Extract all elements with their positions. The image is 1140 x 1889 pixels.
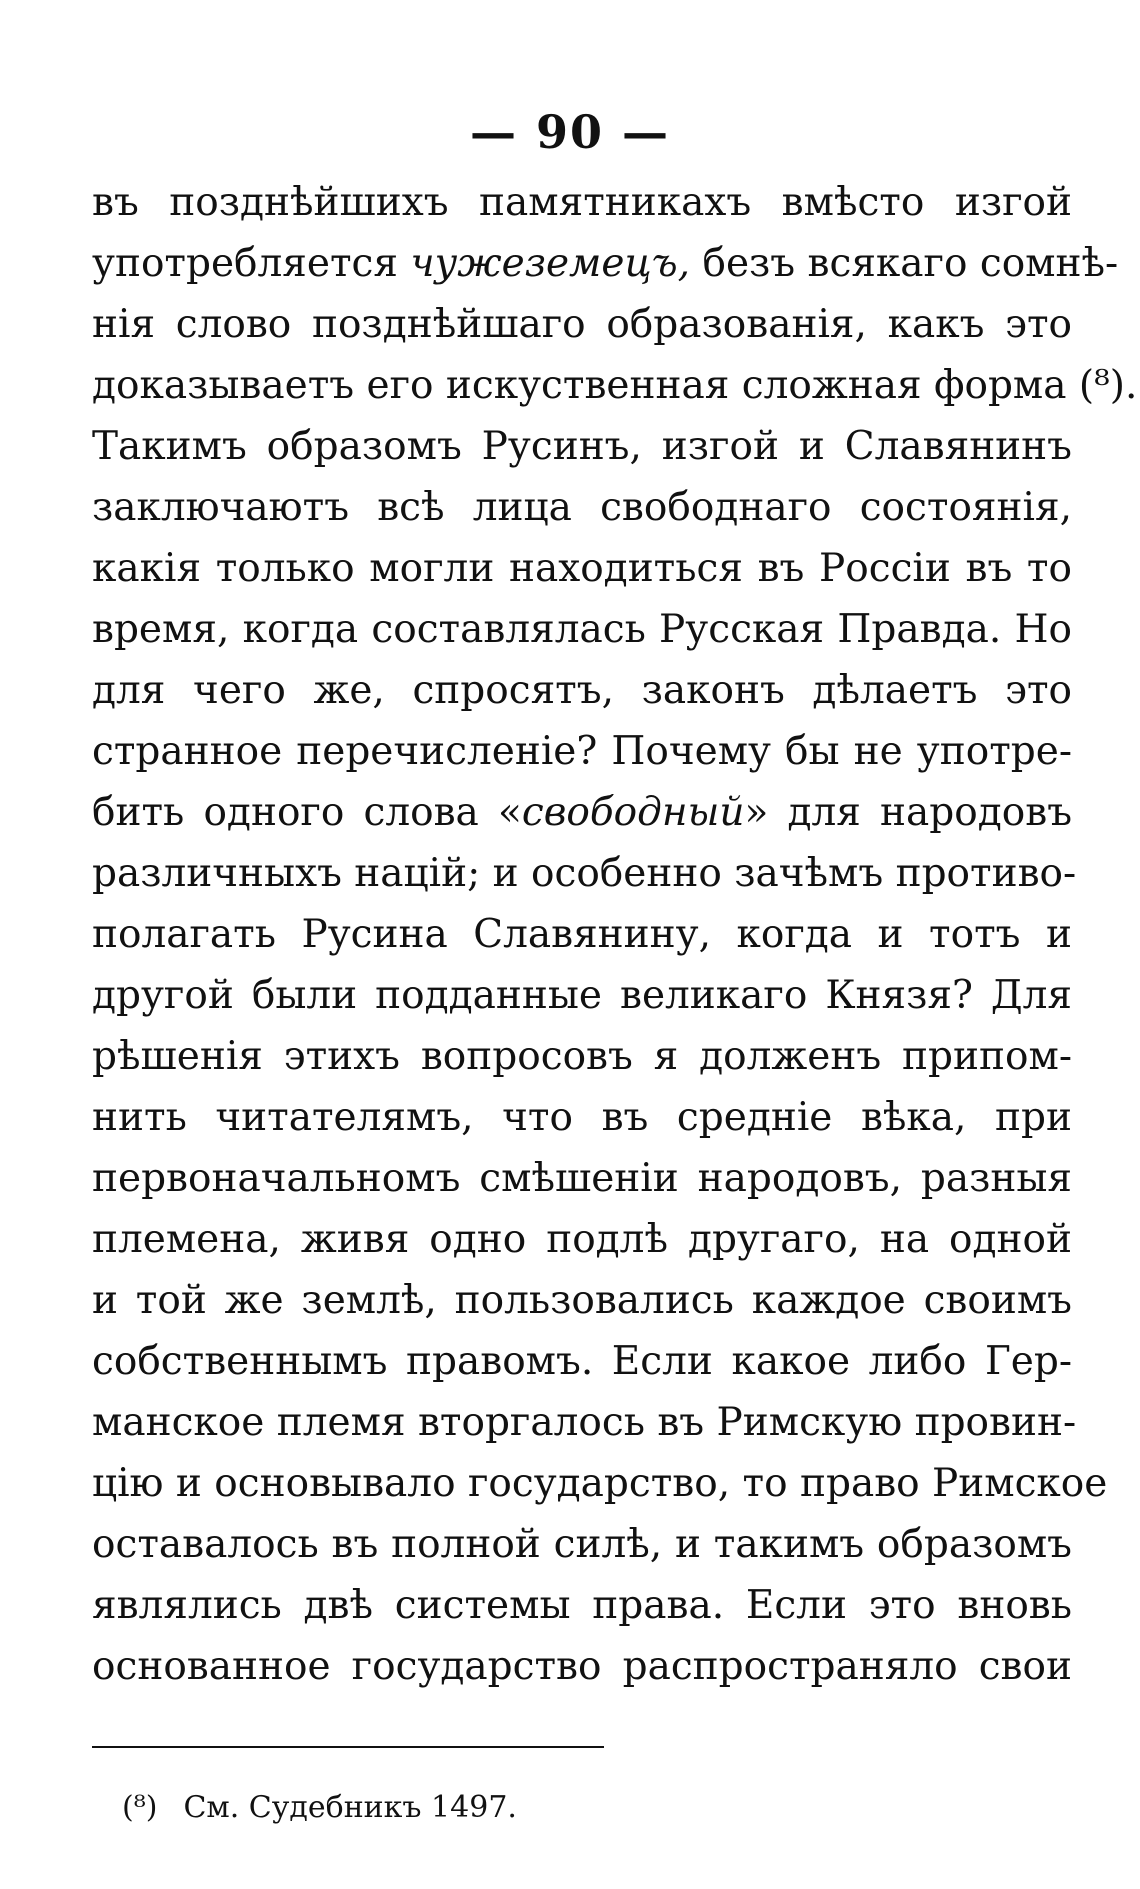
text-line: въ позднѣйшихъ памятникахъ вмѣсто изгой bbox=[92, 180, 1072, 225]
text-line: доказываетъ его искуственная сложная форма (⁸). bbox=[92, 363, 1138, 408]
text-line: племена, живя одно подлѣ другаго, на одной bbox=[92, 1217, 1072, 1262]
italic-term: чужеземецъ, bbox=[410, 241, 691, 286]
footnote-text: См. Судебникъ 1497. bbox=[183, 1790, 517, 1825]
footnote bbox=[122, 1788, 517, 1828]
text-line: употребляется чужеземецъ, безъ всякаго сомнѣ- bbox=[92, 241, 1119, 286]
text-line: собственнымъ правомъ. Если какое либо Гер- bbox=[92, 1339, 1072, 1384]
page-number: — 90 — bbox=[469, 105, 671, 159]
footnote-marker: (⁸) bbox=[122, 1790, 158, 1825]
footnote-divider bbox=[92, 1746, 604, 1748]
text-line: Такимъ образомъ Русинъ, изгой и Славянинъ bbox=[92, 424, 1072, 469]
text-line: рѣшенія этихъ вопросовъ я долженъ припом- bbox=[92, 1034, 1072, 1079]
text-line: манское племя вторгалось въ Римскую провин- bbox=[92, 1400, 1077, 1445]
text-line: различныхъ націй; и особенно зачѣмъ противо- bbox=[92, 851, 1077, 896]
text-line: цію и основывало государство, то право Римское bbox=[92, 1461, 1108, 1506]
text-line: заключаютъ всѣ лица свободнаго состоянія, bbox=[92, 485, 1072, 530]
text-line: странное перечисленіе? Почему бы не употре- bbox=[92, 729, 1072, 774]
text-line: нить читателямъ, что въ средніе вѣка, при bbox=[92, 1095, 1072, 1140]
text-line: и той же землѣ, пользовались каждое своимъ bbox=[92, 1278, 1072, 1323]
text-line: для чего же, спросятъ, законъ дѣлаетъ это bbox=[92, 668, 1072, 713]
text-line: полагать Русина Славянину, когда и тотъ и bbox=[92, 912, 1072, 957]
text-line: другой были подданные великаго Князя? Для bbox=[92, 973, 1072, 1018]
text-line: нія слово позднѣйшаго образованія, какъ это bbox=[92, 302, 1072, 347]
text-line: бить одного слова «свободный» для народовъ bbox=[92, 790, 1073, 835]
text-line: являлись двѣ системы права. Если это вновь bbox=[92, 1583, 1072, 1628]
text-line: первоначальномъ смѣшеніи народовъ, разныя bbox=[92, 1156, 1072, 1201]
text-line: время, когда составлялась Русская Правда. Но bbox=[92, 607, 1072, 652]
body-text bbox=[92, 172, 1138, 1697]
italic-term: свободный bbox=[521, 790, 745, 835]
text-line: какія только могли находиться въ Россіи въ то bbox=[92, 546, 1072, 591]
text-line: основанное государство распространяло свои bbox=[92, 1644, 1072, 1689]
text-line: оставалось въ полной силѣ, и такимъ образомъ bbox=[92, 1522, 1072, 1567]
